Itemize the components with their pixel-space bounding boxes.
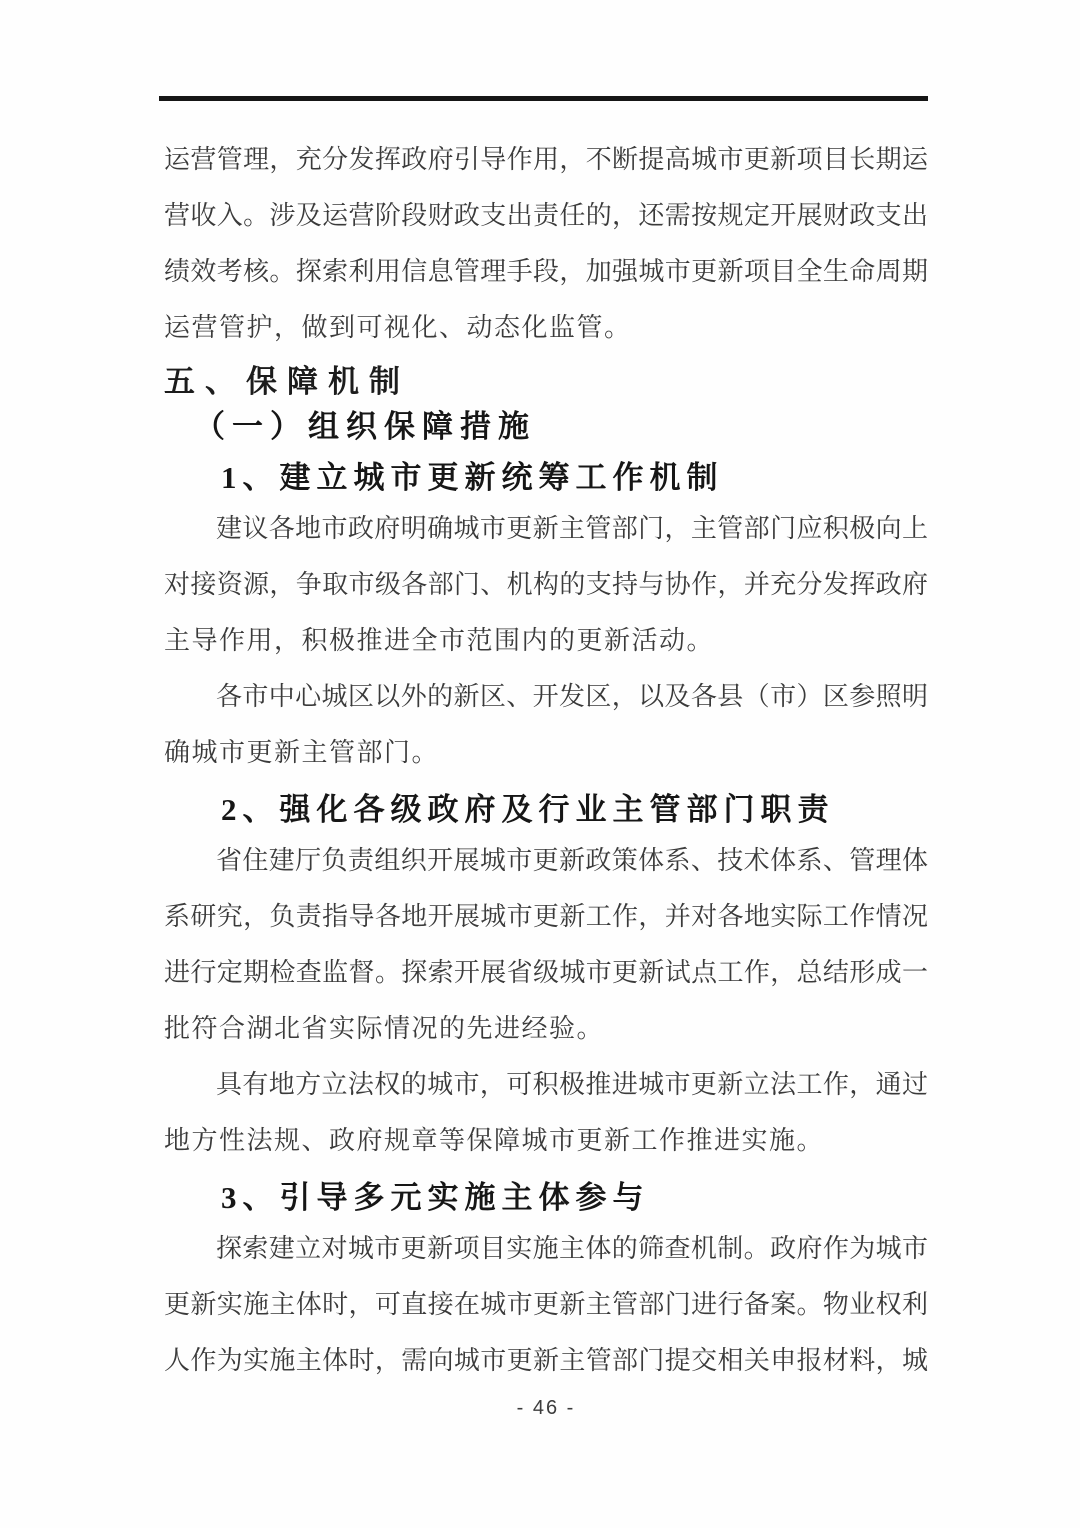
paragraph-line: 进行定期检查监督。探索开展省级城市更新试点工作，总结形成一 bbox=[164, 958, 928, 987]
section-heading: 五、保障机制 bbox=[164, 364, 410, 399]
paragraph-line: 建议各地市政府明确城市更新主管部门，主管部门应积极向上 bbox=[216, 514, 928, 543]
paragraph-line: 对接资源，争取市级各部门、机构的支持与协作，并充分发挥政府 bbox=[164, 570, 928, 599]
paragraph-line: 地方性法规、政府规章等保障城市更新工作推进实施。 bbox=[164, 1126, 825, 1155]
paragraph-line: 主导作用，积极推进全市范围内的更新活动。 bbox=[164, 626, 715, 655]
numbered-heading: 3、引导多元实施主体参与 bbox=[221, 1180, 650, 1215]
subsection-heading: （一）组织保障措施 bbox=[194, 409, 536, 444]
paragraph bbox=[164, 669, 928, 781]
paragraph-line: 省住建厅负责组织开展城市更新政策体系、技术体系、管理体 bbox=[216, 846, 928, 875]
paragraph-line: 更新实施主体时，可直接在城市更新主管部门进行备案。物业权利 bbox=[164, 1290, 928, 1319]
document-body bbox=[164, 132, 928, 1389]
paragraph-line: 批符合湖北省实际情况的先进经验。 bbox=[164, 1014, 605, 1043]
header-rule bbox=[159, 96, 928, 101]
paragraph-line: 系研究，负责指导各地开展城市更新工作，并对各地实际工作情况 bbox=[164, 902, 928, 931]
numbered-heading: 1、建立城市更新统筹工作机制 bbox=[221, 460, 724, 495]
paragraph-line: 探索建立对城市更新项目实施主体的筛查机制。政府作为城市 bbox=[216, 1234, 928, 1263]
paragraph bbox=[164, 1221, 928, 1389]
page-number: - 46 - bbox=[516, 1397, 576, 1419]
paragraph bbox=[164, 1057, 928, 1169]
paragraph-line: 确城市更新主管部门。 bbox=[164, 738, 440, 767]
paragraph-line: 运营管护，做到可视化、动态化监管。 bbox=[164, 313, 632, 342]
paragraph-line: 营收入。涉及运营阶段财政支出责任的，还需按规定开展财政支出 bbox=[164, 201, 928, 230]
paragraph bbox=[164, 501, 928, 669]
paragraph-line: 具有地方立法权的城市，可积极推进城市更新立法工作，通过 bbox=[216, 1070, 928, 1099]
paragraph-line: 绩效考核。探索利用信息管理手段，加强城市更新项目全生命周期 bbox=[164, 257, 928, 286]
paragraph-line: 运营管理，充分发挥政府引导作用，不断提高城市更新项目长期运 bbox=[164, 145, 928, 174]
paragraph-line: 各市中心城区以外的新区、开发区，以及各县（市）区参照明 bbox=[216, 682, 928, 711]
paragraph bbox=[164, 132, 928, 356]
paragraph-line: 人作为实施主体时，需向城市更新主管部门提交相关申报材料，城 bbox=[164, 1346, 928, 1375]
paragraph bbox=[164, 833, 928, 1057]
numbered-heading: 2、强化各级政府及行业主管部门职责 bbox=[221, 792, 835, 827]
